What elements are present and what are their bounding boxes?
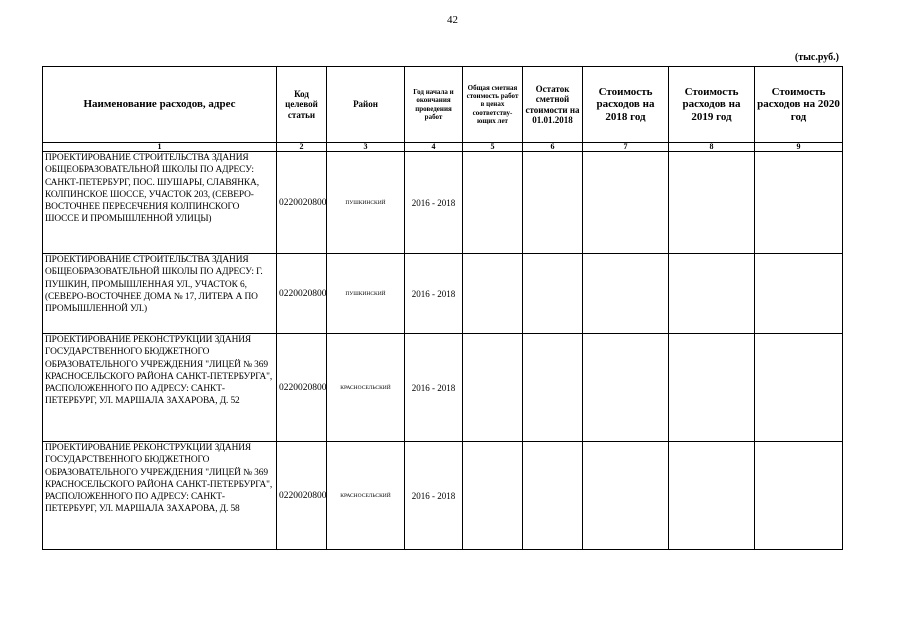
expense-name: ПРОЕКТИРОВАНИЕ СТРОИТЕЛЬСТВА ЗДАНИЯ ОБЩЕОБРАЗОВАТЕЛЬНОЙ ШКОЛЫ ПО АДРЕСУ: Г. ПУШКИН, ПРОМЫШЛЕННАЯ УЛ., УЧАСТОК 6, (СЕВЕРО-ВОСТОЧНЕЕ ДОМА № 17, ЛИТЕРА А ПО ПРОМЫШЛЕННОЙ УЛ.) [43, 254, 277, 334]
expense-code: 0220020800 [277, 152, 327, 254]
header-cost-2018: Стоимость расходов на 2018 год [583, 67, 669, 143]
expense-name: ПРОЕКТИРОВАНИЕ РЕКОНСТРУКЦИИ ЗДАНИЯ ГОСУДАРСТВЕННОГО БЮДЖЕТНОГО ОБРАЗОВАТЕЛЬНОГО УЧРЕЖДЕНИЯ "ЛИЦЕЙ № 369 КРАСНОСЕЛЬСКОГО РАЙОНА САНКТ-ПЕТЕРБУРГА", РАСПОЛОЖЕННОГО ПО АДРЕСУ: САНКТ-ПЕТЕРБУРГ, УЛ. МАРШАЛА ЗАХАРОВА, Д. 52 [43, 334, 277, 442]
total-cost-cell [463, 442, 523, 550]
header-district: Район [327, 67, 405, 143]
expense-years: 2016 - 2018 [405, 152, 463, 254]
expense-years: 2016 - 2018 [405, 254, 463, 334]
column-number: 1 [43, 143, 277, 152]
expense-district: КРАСНОСЕЛЬСКИЙ [327, 334, 405, 442]
header-years: Год начала и окончания проведения работ [405, 67, 463, 143]
total-cost-cell [463, 152, 523, 254]
cost-2020-cell [755, 254, 843, 334]
column-number: 3 [327, 143, 405, 152]
remaining-cell [523, 152, 583, 254]
cost-2018-cell [583, 442, 669, 550]
cost-2018-cell [583, 152, 669, 254]
expense-name: ПРОЕКТИРОВАНИЕ СТРОИТЕЛЬСТВА ЗДАНИЯ ОБЩЕОБРАЗОВАТЕЛЬНОЙ ШКОЛЫ ПО АДРЕСУ: САНКТ-ПЕТЕРБУРГ, ПОС. ШУШАРЫ, СЛАВЯНКА, КОЛПИНСКОЕ ШОССЕ, УЧАСТОК 203, (СЕВЕРО-ВОСТОЧНЕЕ ПЕРЕСЕЧЕНИЯ КОЛПИНСКОГО ШОССЕ И ПРОМЫШЛЕННОЙ УЛИЦЫ) [43, 152, 277, 254]
header-cost-2020: Стоимость расходов на 2020 год [755, 67, 843, 143]
remaining-cell [523, 254, 583, 334]
cost-2019-cell [669, 254, 755, 334]
column-number: 5 [463, 143, 523, 152]
expense-code: 0220020800 [277, 334, 327, 442]
cost-2019-cell [669, 442, 755, 550]
total-cost-cell [463, 334, 523, 442]
table-row [43, 442, 843, 550]
cost-2018-cell [583, 334, 669, 442]
expense-years: 2016 - 2018 [405, 442, 463, 550]
cost-2020-cell [755, 334, 843, 442]
column-number: 4 [405, 143, 463, 152]
table-row [43, 334, 843, 442]
table-row [43, 152, 843, 254]
column-number: 6 [523, 143, 583, 152]
expense-name: ПРОЕКТИРОВАНИЕ РЕКОНСТРУКЦИИ ЗДАНИЯ ГОСУДАРСТВЕННОГО БЮДЖЕТНОГО ОБРАЗОВАТЕЛЬНОГО УЧРЕЖДЕНИЯ "ЛИЦЕЙ № 369 КРАСНОСЕЛЬСКОГО РАЙОНА САНКТ-ПЕТЕРБУРГА", РАСПОЛОЖЕННОГО ПО АДРЕСУ: САНКТ-ПЕТЕРБУРГ, УЛ. МАРШАЛА ЗАХАРОВА, Д. 58 [43, 442, 277, 550]
cost-2019-cell [669, 334, 755, 442]
units-label: (тыс.руб.) [794, 52, 839, 63]
header-cost-2019: Стоимость расходов на 2019 год [669, 67, 755, 143]
column-number: 2 [277, 143, 327, 152]
expense-code: 0220020800 [277, 254, 327, 334]
header-code: Код целевой статьи [277, 67, 327, 143]
remaining-cell [523, 334, 583, 442]
column-number-row [43, 143, 843, 152]
column-number: 8 [669, 143, 755, 152]
cost-2019-cell [669, 152, 755, 254]
expense-district: ПУШКИНСКИЙ [327, 152, 405, 254]
header-name: Наименование расходов, адрес [43, 67, 277, 143]
table-row [43, 254, 843, 334]
remaining-cell [523, 442, 583, 550]
expense-code: 0220020800 [277, 442, 327, 550]
cost-2020-cell [755, 152, 843, 254]
expense-district: ПУШКИНСКИЙ [327, 254, 405, 334]
header-remaining: Остаток сметной стоимости на 01.01.2018 [523, 67, 583, 143]
column-number: 7 [583, 143, 669, 152]
column-number: 9 [755, 143, 843, 152]
header-row [43, 67, 843, 143]
cost-2020-cell [755, 442, 843, 550]
header-total-cost: Общая сметная стоимость работ в ценах соответству-ющих лет [463, 67, 523, 143]
cost-2018-cell [583, 254, 669, 334]
total-cost-cell [463, 254, 523, 334]
expense-table [42, 66, 843, 550]
expense-years: 2016 - 2018 [405, 334, 463, 442]
expense-district: КРАСНОСЕЛЬСКИЙ [327, 442, 405, 550]
page-number: 42 [447, 14, 458, 26]
